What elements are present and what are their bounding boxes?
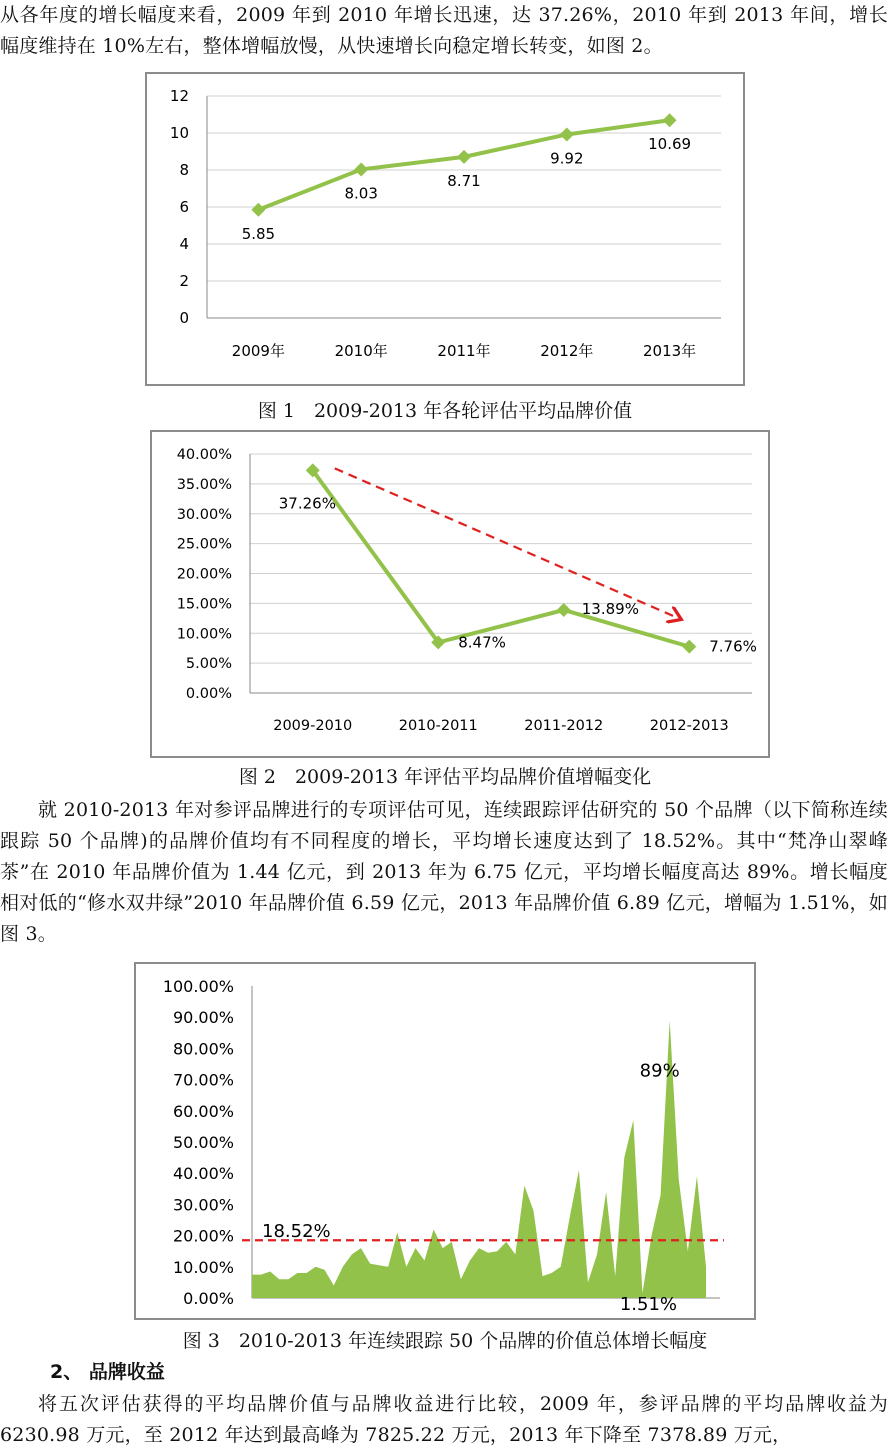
y-tick-label: 20.00% <box>172 1226 234 1246</box>
data-point <box>663 113 677 127</box>
chart-1-average-brand-value <box>145 72 745 386</box>
series-line <box>313 470 690 646</box>
y-tick-label: 4 <box>179 235 189 253</box>
figure-1-caption: 图 1 2009-2013 年各轮评估平均品牌价值 <box>257 400 633 422</box>
section-heading: 2、 品牌收益 <box>50 1361 165 1383</box>
x-tick-label: 2011年 <box>437 342 491 360</box>
y-tick-label: 35.00% <box>176 476 232 493</box>
y-tick-label: 25.00% <box>176 536 232 553</box>
y-tick-label: 20.00% <box>176 566 232 583</box>
x-tick-label: 2013年 <box>643 342 697 360</box>
data-point <box>557 603 571 617</box>
y-tick-label: 50.00% <box>172 1133 234 1152</box>
y-tick-label: 30.00% <box>172 1195 234 1215</box>
chart-2-svg <box>152 432 768 756</box>
y-tick-label: 6 <box>179 198 189 216</box>
y-tick-label: 40.00% <box>172 1164 234 1184</box>
data-point <box>560 127 574 141</box>
y-tick-label: 2 <box>179 272 189 290</box>
data-point <box>682 640 696 654</box>
x-tick-label: 2010-2011 <box>398 718 478 734</box>
y-tick-label: 15.00% <box>176 596 232 613</box>
paragraph-brand-revenue: 将五次评估获得的平均品牌价值与品牌收益进行比较，2009 年，参评品牌的平均品牌收益为 6230.98 万元，至 2012 年达到最高峰为 7825.22 万元，2013 年下降至 7378.89 万元， <box>0 1393 888 1446</box>
y-tick-label: 10.00% <box>172 1257 234 1277</box>
y-tick-label: 5.00% <box>185 656 232 673</box>
y-tick-label: 90.00% <box>172 1008 234 1028</box>
y-tick-label: 8 <box>179 161 189 179</box>
x-tick-label: 2009-2010 <box>273 718 353 734</box>
y-tick-label: 60.00% <box>172 1101 234 1121</box>
y-tick-label: 80.00% <box>172 1039 234 1059</box>
chart-3-svg <box>136 964 754 1318</box>
data-label: 7.76% <box>709 637 757 656</box>
y-tick-label: 0.00% <box>185 686 232 702</box>
y-tick-label: 12 <box>169 87 189 105</box>
paragraph-tracking-50: 就 2010-2013 年对参评品牌进行的专项评估可见，连续跟踪评估研究的 50 个品牌（以下简称连续跟踪 50 个品牌)的品牌价值均有不同程度的增长，平均增长速度达到了 18.52%。其中“梵净山翠峰茶”在 2010 年品牌价值为 1.44 亿元，到 2013 年为 6.75 亿元，平均增长幅度高达 89%。增长幅度相对低的“修水双井绿”2010 年品牌价值 6.59 亿元，2013 年品牌价值 6.89 亿元，增幅为 1.51%，如图 3。 <box>0 799 888 945</box>
y-tick-label: 70.00% <box>172 1070 234 1090</box>
data-point <box>251 203 265 217</box>
data-label: 9.92 <box>550 149 584 168</box>
figure-2-caption: 图 2 2009-2013 年评估平均品牌价值增幅变化 <box>238 766 652 788</box>
data-label: 5.85 <box>241 224 276 243</box>
x-tick-label: 2010年 <box>334 342 388 360</box>
y-tick-label: 10 <box>169 124 189 142</box>
y-tick-label: 0.00% <box>183 1289 234 1308</box>
y-tick-label: 0 <box>179 309 189 327</box>
max-label: 89% <box>639 1060 680 1082</box>
chart-2-growth-rate <box>150 430 770 758</box>
data-label: 10.69 <box>648 135 692 154</box>
data-label: 8.47% <box>458 633 506 652</box>
x-tick-label: 2012年 <box>540 342 594 360</box>
data-point <box>457 150 471 164</box>
average-label: 18.52% <box>262 1221 331 1243</box>
y-tick-label: 30.00% <box>176 506 232 523</box>
chart-1-svg <box>147 74 743 384</box>
data-label: 37.26% <box>278 494 336 513</box>
area-series <box>252 1020 706 1298</box>
data-label: 8.71 <box>447 171 481 190</box>
data-point <box>354 162 368 176</box>
figure-3-caption: 图 3 2010-2013 年连续跟踪 50 个品牌的价值总体增长幅度 <box>182 1330 708 1352</box>
x-tick-label: 2011-2012 <box>524 718 604 734</box>
data-label: 8.03 <box>344 184 378 203</box>
x-tick-label: 2009年 <box>231 342 285 360</box>
x-tick-label: 2012-2013 <box>649 718 729 734</box>
data-label: 13.89% <box>581 600 639 619</box>
min-label: 1.51% <box>619 1294 678 1315</box>
trend-arrow <box>335 468 678 617</box>
paragraph-growth-intro: 从各年度的增长幅度来看，2009 年到 2010 年增长迅速，达 37.26%，2010 年到 2013 年间，增长幅度维持在 10%左右，整体增幅放慢，从快速增长向稳定增长转变，如图 2。 <box>0 4 888 57</box>
y-tick-label: 40.00% <box>176 447 232 463</box>
chart-3-tracked-brands-growth <box>134 962 756 1320</box>
y-tick-label: 10.00% <box>176 626 232 643</box>
series-line <box>258 120 669 210</box>
y-tick-label: 100.00% <box>162 977 234 996</box>
